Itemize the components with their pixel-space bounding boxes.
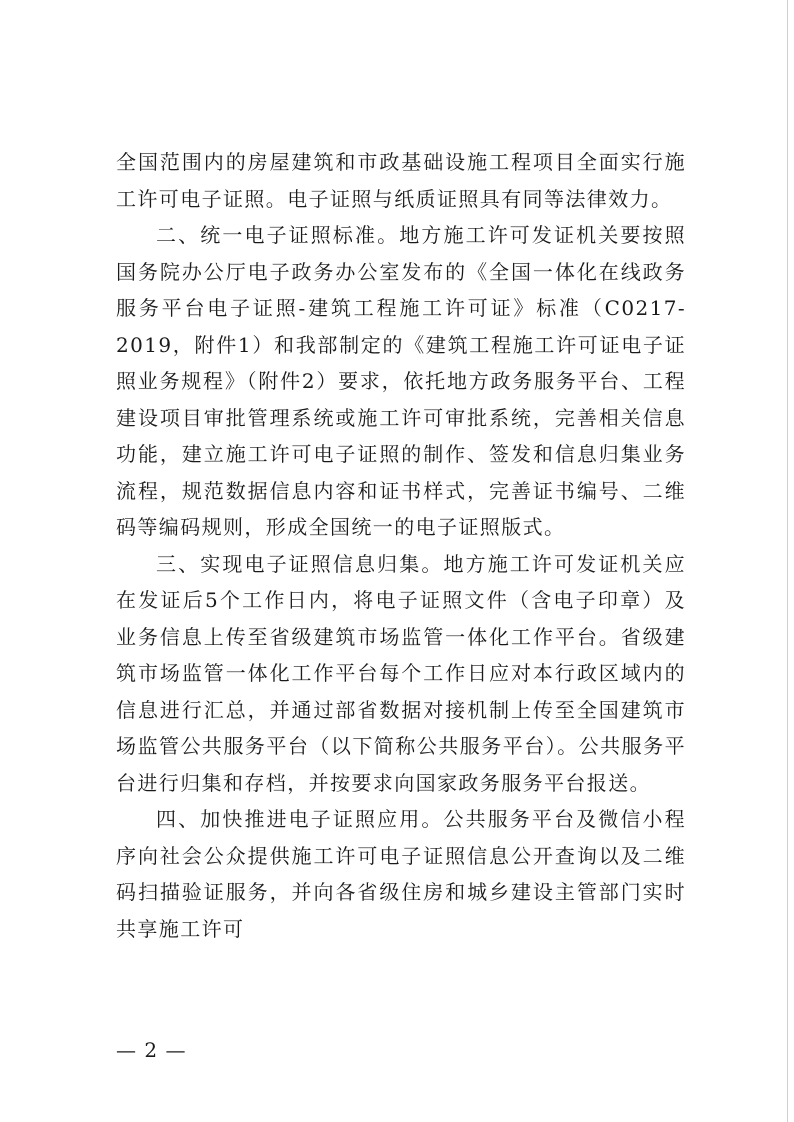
- paragraph-section-4: 四、加快推进电子证照应用。公共服务平台及微信小程序向社会公众提供施工许可电子证照信息公开查询以及二维码扫描验证服务，并向各省级住房和城乡建设主管部门实时共享施工许可: [116, 807, 686, 941]
- document-body: [116, 144, 686, 947]
- paragraph-section-3: 三、实现电子证照信息归集。地方施工许可发证机关应在发证后5个工作日内，将电子证照文件（含电子印章）及业务信息上传至省级建筑市场监管一体化工作平台。省级建筑市场监管一体化工作平台每个工作日应对本行政区域内的信息进行汇总，并通过部省数据对接机制上传至全国建筑市场监管公共服务平台（以下简称公共服务平台）。公共服务平台进行归集和存档，并按要求向国家政务服务平台报送。: [116, 551, 686, 795]
- paragraph-section-2: 二、统一电子证照标准。地方施工许可发证机关要按照国务院办公厅电子政务办公室发布的《全国一体化在线政务服务平台电子证照-建筑工程施工许可证》标准（C0217-2019，附件1）和我部制定的《建筑工程施工许可证电子证照业务规程》（附件2）要求，依托地方政务服务平台、工程建设项目审批管理系统或施工许可审批系统，完善相关信息功能，建立施工许可电子证照的制作、签发和信息归集业务流程，规范数据信息内容和证书样式，完善证书编号、二维码等编码规则，形成全国统一的电子证照版式。: [116, 223, 686, 539]
- paragraph-continuation: 全国范围内的房屋建筑和市政基础设施工程项目全面实行施工许可电子证照。电子证照与纸质证照具有同等法律效力。: [116, 150, 686, 211]
- page-edge-line: [787, 0, 788, 1122]
- page-number: — 2 —: [116, 1038, 187, 1062]
